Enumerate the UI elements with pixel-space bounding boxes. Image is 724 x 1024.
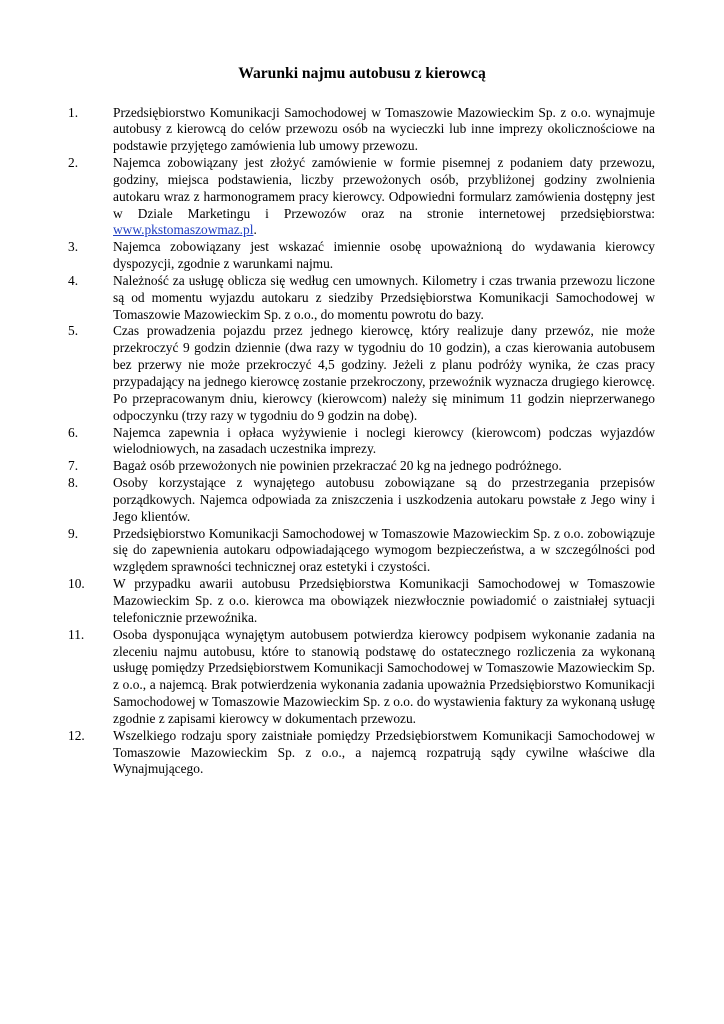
term-number: 11. (68, 626, 85, 642)
term-item (68, 475, 655, 526)
term-text: Najemca zobowiązany jest złożyć zamówienie w formie pisemnej z podaniem daty przewozu, godziny, miejsca podstawienia, liczby przewożonych osób, przybliżonej godziny zwolnienia autokaru wraz z harmonogramem pracy kierowcy. Odpowiedni formularz zamówienia dostępny jest w Dziale Marketingu i Przewozów oraz na stronie internetowej przedsiębiorstwa: (113, 155, 655, 221)
website-link[interactable]: www.pkstomaszowmaz.pl (113, 222, 254, 238)
term-text: Należność za usługę oblicza się według cen umownych. Kilometry i czas trwania przewozu liczone są od momentu wyjazdu autokaru z siedziby Przedsiębiorstwa Komunikacji Samochodowej w Tomaszowie Mazowieckim Sp. z o.o., do momentu powrotu do bazy. (113, 272, 655, 322)
term-number: 7. (68, 458, 79, 474)
term-number: 6. (68, 424, 79, 440)
term-number: 9. (68, 525, 79, 541)
term-text: W przypadku awarii autobusu Przedsiębiorstwa Komunikacji Samochodowej w Tomaszowie Mazowieckim Sp. z o.o. kierowca ma obowiązek niezwłocznie powiadomić o zaistniałej sytuacji telefonicznie przewoźnika. (113, 576, 655, 625)
term-text: Bagaż osób przewożonych nie powinien przekraczać 20 kg na jednego podróżnego. (113, 458, 562, 474)
document-title: Warunki najmu autobusu z kierowcą (238, 65, 486, 82)
term-item (68, 627, 655, 728)
term-item (68, 576, 655, 627)
term-item (68, 458, 655, 475)
term-number: 1. (68, 104, 79, 120)
term-item (68, 239, 655, 273)
term-item (68, 155, 655, 239)
term-text: Osoba dysponująca wynajętym autobusem potwierdza kierowcy podpisem wykonanie zadania na zleceniu najmu autobusu, które to stanowią podstawę do ostatecznego rozliczenia za wykonaną usługę pomiędzy Przedsiębiorstwem Komunikacji Samochodowej w Tomaszowie Mazowieckim Sp. z o.o., a najemcą. Brak potwierdzenia wykonania zadania upoważnia Przedsiębiorstwo Komunikacji Samochodowej w Tomaszowie Mazowieckim Sp. z o.o. do wystawienia faktury za wykonaną usługę zgodnie z zapisami kierowcy w dokumentach przewozu. (113, 626, 655, 726)
term-number: 2. (68, 155, 79, 171)
term-item (68, 728, 655, 779)
term-text-end: . (253, 222, 257, 238)
term-item (68, 273, 655, 324)
term-item (68, 105, 655, 156)
term-text: Wszelkiego rodzaju spory zaistniałe pomiędzy Przedsiębiorstwem Komunikacji Samochodowej w Tomaszowie Mazowieckim Sp. z o.o., a najemcą rozpatrują sądy cywilne właściwe dla Wynajmującego. (113, 727, 655, 777)
term-text: Czas prowadzenia pojazdu przez jednego kierowcę, który realizuje dany przewóz, nie może przekroczyć 9 godzin dziennie (dwa razy w tygodniu do 10 godzin), a czas kierowania autobusem bez przerwy nie może przekroczyć 4,5 godziny. Jeżeli z planu podróży wynika, że czas pracy przypadający na jednego kierowcę zostanie przekroczony, przewoźnik wyznacza drugiego kierowcę. Po przepracowanym dniu, kierowcy (kierowcom) należy się minimum 11 godzin nieprzerwanego odpoczynku (trzy razy w tygodniu do 9 godzin na dobę). (113, 323, 655, 423)
term-text: Przedsiębiorstwo Komunikacji Samochodowej w Tomaszowie Mazowieckim Sp. z o.o. wynajmuje autobusy z kierowcą do celów przewozu osób na wycieczki lub inne imprezy okolicznościowe na podstawie przyjętego zamówienia lub umowy przewozu. (113, 104, 655, 154)
term-item (68, 425, 655, 459)
term-number: 3. (68, 239, 79, 255)
term-number: 10. (68, 576, 85, 592)
term-text: Najemca zapewnia i opłaca wyżywienie i noclegi kierowcy (kierowcom) podczas wyjazdów wielodniowych, na zasadach uczestnika imprezy. (113, 424, 655, 457)
term-number: 4. (68, 272, 79, 288)
term-text: Przedsiębiorstwo Komunikacji Samochodowej w Tomaszowie Mazowieckim Sp. z o.o. zobowiązuje się do zapewnienia autokaru odpowiadającego wymogom bezpieczeństwa, a w szczególności pod względem sprawności technicznej oraz estetyki i czystości. (113, 525, 655, 575)
term-number: 12. (68, 727, 85, 743)
terms-list (68, 105, 655, 779)
term-number: 8. (68, 475, 79, 491)
term-text: Najemca zobowiązany jest wskazać imiennie osobę upoważnioną do wydawania kierowcy dyspozycji, zgodnie z warunkami najmu. (113, 239, 655, 272)
term-item (68, 526, 655, 577)
term-number: 5. (68, 323, 79, 339)
term-text: Osoby korzystające z wynajętego autobusu zobowiązane są do przestrzegania przepisów porządkowych. Najemca odpowiada za zniszczenia i uszkodzenia autokaru powstałe z Jego winy i Jego klientów. (113, 475, 655, 524)
term-item (68, 323, 655, 424)
